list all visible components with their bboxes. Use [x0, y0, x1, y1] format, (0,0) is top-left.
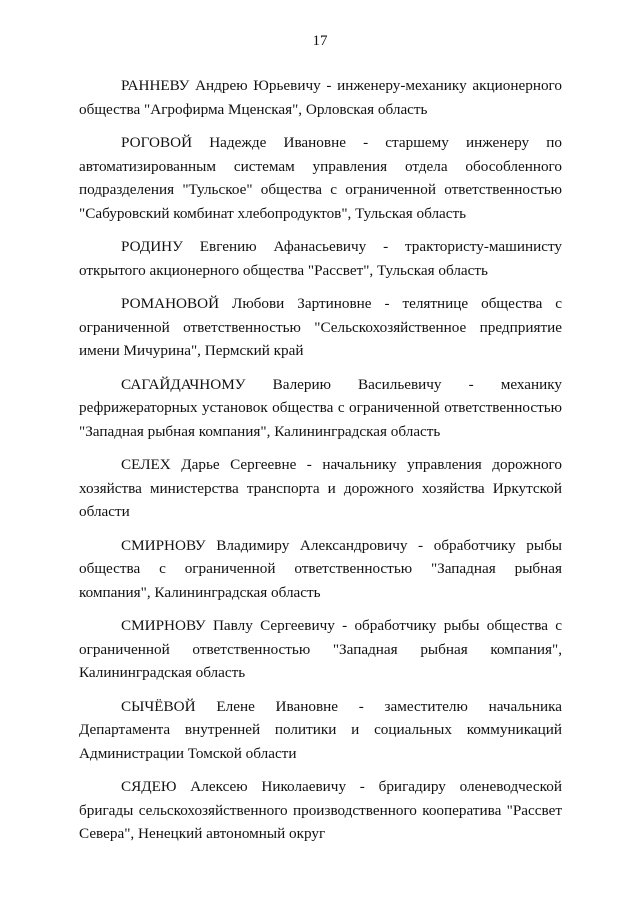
surname: СМИРНОВУ: [121, 617, 206, 634]
surname: РОМАНОВОЙ: [121, 295, 220, 312]
list-item: [79, 292, 562, 363]
surname: САГАЙДАЧНОМУ: [121, 375, 246, 393]
entry-text: Дарье Сергеевне - начальнику управления дорожного хозяйства министерства транспорта и дорожного хозяйства Иркутской области: [79, 456, 563, 520]
surname: СМИРНОВУ: [121, 536, 206, 554]
entry-text: Павлу Сергеевичу - обработчику рыбы общества с ограниченной ответственностью "Западная рыбная компания", Калининградская область: [79, 617, 563, 681]
list-item: [79, 534, 562, 605]
entry-text: Валерию Васильевичу - механику рефрижераторных установок общества с ограниченной ответственностью "Западная рыбная компания", Калининградская область: [79, 375, 563, 440]
surname: СЯДЕЮ: [121, 778, 177, 795]
surname: РОГОВОЙ: [121, 134, 193, 151]
surname: РОДИНУ: [121, 238, 183, 255]
list-item: [79, 235, 562, 282]
entry-text: Андрею Юрьевичу - инженеру-механику акционерного общества "Агрофирма Мценская", Орловская область: [79, 77, 562, 118]
surname: СЕЛЕХ: [121, 456, 171, 473]
surname: СЫЧЁВОЙ: [121, 697, 196, 715]
entry-text: Владимиру Александровичу - обработчику рыбы общества с ограниченной ответственностью "Западная рыбная компания", Калининградская область: [79, 536, 562, 601]
surname: РАННЕВУ: [121, 77, 190, 94]
entry-text: Алексею Николаевичу - бригадиру оленеводческой бригады сельскохозяйственного производственного кооператива "Рассвет Севера", Ненецкий автономный округ: [79, 778, 562, 842]
page-number: 17: [312, 33, 328, 49]
list-item: [79, 695, 562, 766]
list-item: [79, 373, 562, 444]
list-item: [79, 775, 562, 846]
entry-text: Евгению Афанасьевичу - трактористу-машинисту открытого акционерного общества "Рассвет", Тульская область: [79, 238, 563, 279]
entry-text: Любови Зартиновне - телятнице общества с ограниченной ответственностью "Сельскохозяйственное предприятие имени Мичурина", Пермский край: [79, 295, 563, 359]
award-list: [79, 74, 562, 856]
list-item: [79, 131, 562, 225]
list-item: [79, 453, 562, 524]
entry-text: Надежде Ивановне - старшему инженеру по автоматизированным системам управления отдела обособленного подразделения "Тульское" общества с ограниченной ответственностью "Сабуровский комбинат хлебопродуктов", Тульская область: [79, 134, 562, 222]
list-item: [79, 614, 562, 685]
list-item: [79, 74, 562, 121]
entry-text: Елене Ивановне - заместителю начальника Департамента внутренней политики и социальных коммуникаций Администрации Томской области: [79, 697, 562, 762]
